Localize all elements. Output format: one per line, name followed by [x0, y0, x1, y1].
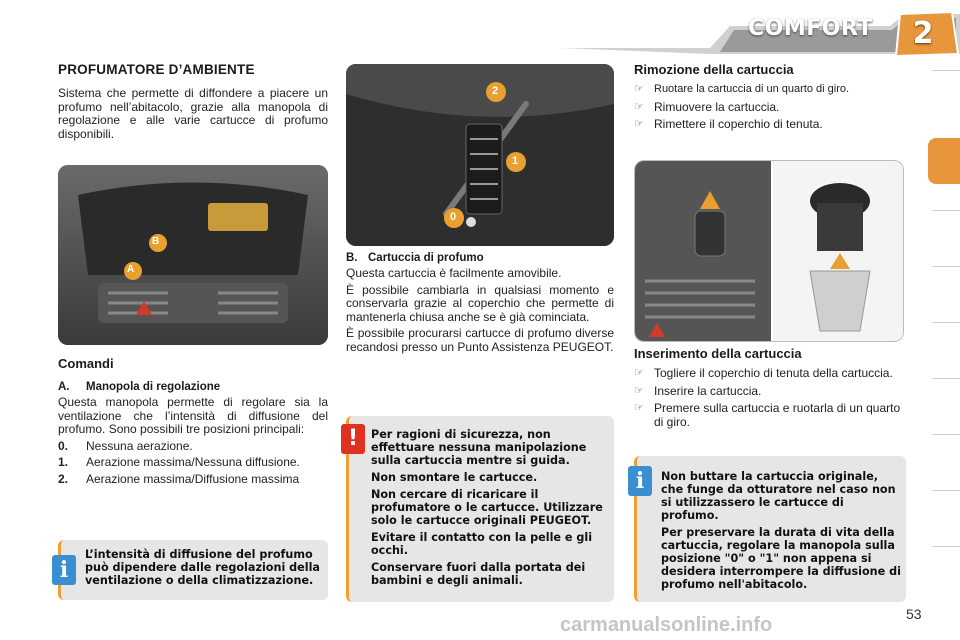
- page-title: PROFUMATORE D’AMBIENTE: [58, 62, 255, 77]
- insert-heading: Inserimento della cartuccia: [634, 346, 802, 361]
- photo-label-a: A: [127, 264, 135, 275]
- cartridge-text-1: Questa cartuccia è facilmente amovibile.: [346, 266, 562, 280]
- photo-label-b: B: [152, 236, 160, 247]
- comandi-heading: Comandi: [58, 356, 114, 371]
- list-item: ☞ Rimettere il coperchio di tenuta.: [634, 117, 823, 131]
- info-note-text: L’intensità di diffusione del profumo può dipendere dalle regolazioni della ventilazione o della climatizzazione.: [85, 548, 320, 587]
- chapter-tab[interactable]: [932, 70, 960, 116]
- hand-pointer-icon: ☞: [634, 118, 644, 130]
- warning-note: [346, 416, 614, 602]
- removal-section: [634, 62, 906, 132]
- knob-label: A.: [58, 381, 70, 393]
- hand-pointer-icon: ☞: [634, 402, 644, 414]
- removal-steps: [634, 83, 906, 132]
- chapter-tab[interactable]: [932, 266, 960, 312]
- hand-pointer-icon: ☞: [634, 83, 644, 95]
- knob-title-row: [58, 381, 328, 393]
- watermark: carmanualsonline.info: [560, 614, 773, 636]
- info-note-left: [58, 540, 328, 600]
- chapter-tab[interactable]: [932, 378, 960, 424]
- dial-label-2: 2: [492, 85, 499, 97]
- dial-label-0: 0: [450, 211, 457, 223]
- list-item: ☞ Ruotare la cartuccia di un quarto di giro.: [634, 83, 850, 95]
- chapter-number: 2: [912, 16, 934, 51]
- cartridge-title: Cartuccia di profumo: [368, 252, 484, 264]
- warning-icon: !: [341, 424, 365, 454]
- comandi-section: [58, 356, 328, 486]
- cartridge-label: B.: [346, 252, 358, 264]
- knob-title: Manopola di regolazione: [86, 381, 221, 393]
- cartridge-section: [346, 252, 614, 354]
- list-item: ☞ Rimuovere la cartuccia.: [634, 99, 780, 114]
- chapter-tab[interactable]: [932, 490, 960, 536]
- list-item: 1. Aerazione massima/Nessuna diffusione.: [58, 455, 300, 469]
- cartridge-photo: [634, 160, 904, 342]
- cartridge-text-3: È possibile procurarsi cartucce di profumo diverse recandosi presso un Punto Assistenza PEUGEOT.: [346, 326, 614, 354]
- hand-pointer-icon: ☞: [634, 367, 644, 379]
- left-column: [58, 62, 328, 141]
- positions-list: [58, 440, 328, 487]
- chapter-tabs: [928, 70, 960, 590]
- insert-steps: [634, 367, 906, 429]
- info-note-right: [634, 456, 906, 602]
- chapter-tab-active[interactable]: [928, 138, 960, 184]
- removal-heading: Rimozione della cartuccia: [634, 62, 794, 77]
- list-item: ☞ Inserire la cartuccia.: [634, 383, 762, 398]
- intro-paragraph: Sistema che permette di diffondere a piacere un profumo nell’abitacolo, grazie alla manopola di regolazione e alle varie cartucce di profumo disponibili.: [58, 86, 328, 141]
- insert-section: [634, 346, 906, 429]
- knob-description: Questa manopola permette di regolare sia la ventilazione che l’intensità di diffusione del profumo. Sono possibili tre posizioni principali:: [58, 395, 328, 436]
- chapter-tab[interactable]: [932, 210, 960, 256]
- cartridge-title-row: [346, 252, 614, 264]
- dashboard-photo: [58, 165, 328, 345]
- info-note-right-text: Non buttare la cartuccia originale, che funge da otturatore nel caso non si utilizzassero le cartucce di profumo. Per preservare la durata di vita della cartuccia, regolare la manopola sulla posizione "0" o "1" non appena si desidera interrompere la diffusione di profumo nell'abitacolo.: [661, 470, 901, 591]
- chapter-tab[interactable]: [932, 546, 960, 592]
- page-number: 53: [906, 606, 922, 622]
- list-item: 0. Nessuna aerazione.: [58, 438, 193, 453]
- dial-photo: [346, 64, 614, 246]
- hand-pointer-icon: ☞: [634, 384, 644, 397]
- list-item: ☞ Premere sulla cartuccia e ruotarla di un quarto di giro.: [634, 401, 901, 429]
- list-item: 2. Aerazione massima/Diffusione massima: [58, 471, 300, 486]
- dial-label-1: 1: [512, 155, 519, 167]
- hand-pointer-icon: ☞: [634, 100, 644, 113]
- chapter-tab[interactable]: [932, 322, 960, 368]
- list-item: ☞ Togliere il coperchio di tenuta della cartuccia.: [634, 366, 893, 380]
- cartridge-text-2: È possibile cambiarla in qualsiasi momento e conservarla grazie al coperchio che permette di mantenerla chiusa anche se è già cominciata.: [346, 282, 614, 324]
- warning-note-text: Per ragioni di sicurezza, non effettuare nessuna manipolazione sulla cartuccia mentre si guida. Non smontare le cartucce. Non cercare di ricaricare il profumatore o le cartucce. Utilizzare solo le cartucce originali PEUGEOT. Evitare il contatto con la pelle e gli occhi. Conservare fuori dalla portata dei bambini e degli animali.: [371, 428, 603, 587]
- info-icon: i: [52, 555, 76, 585]
- section-title: COMFORT: [748, 16, 873, 41]
- chapter-tab[interactable]: [932, 434, 960, 480]
- info-icon: i: [628, 466, 652, 496]
